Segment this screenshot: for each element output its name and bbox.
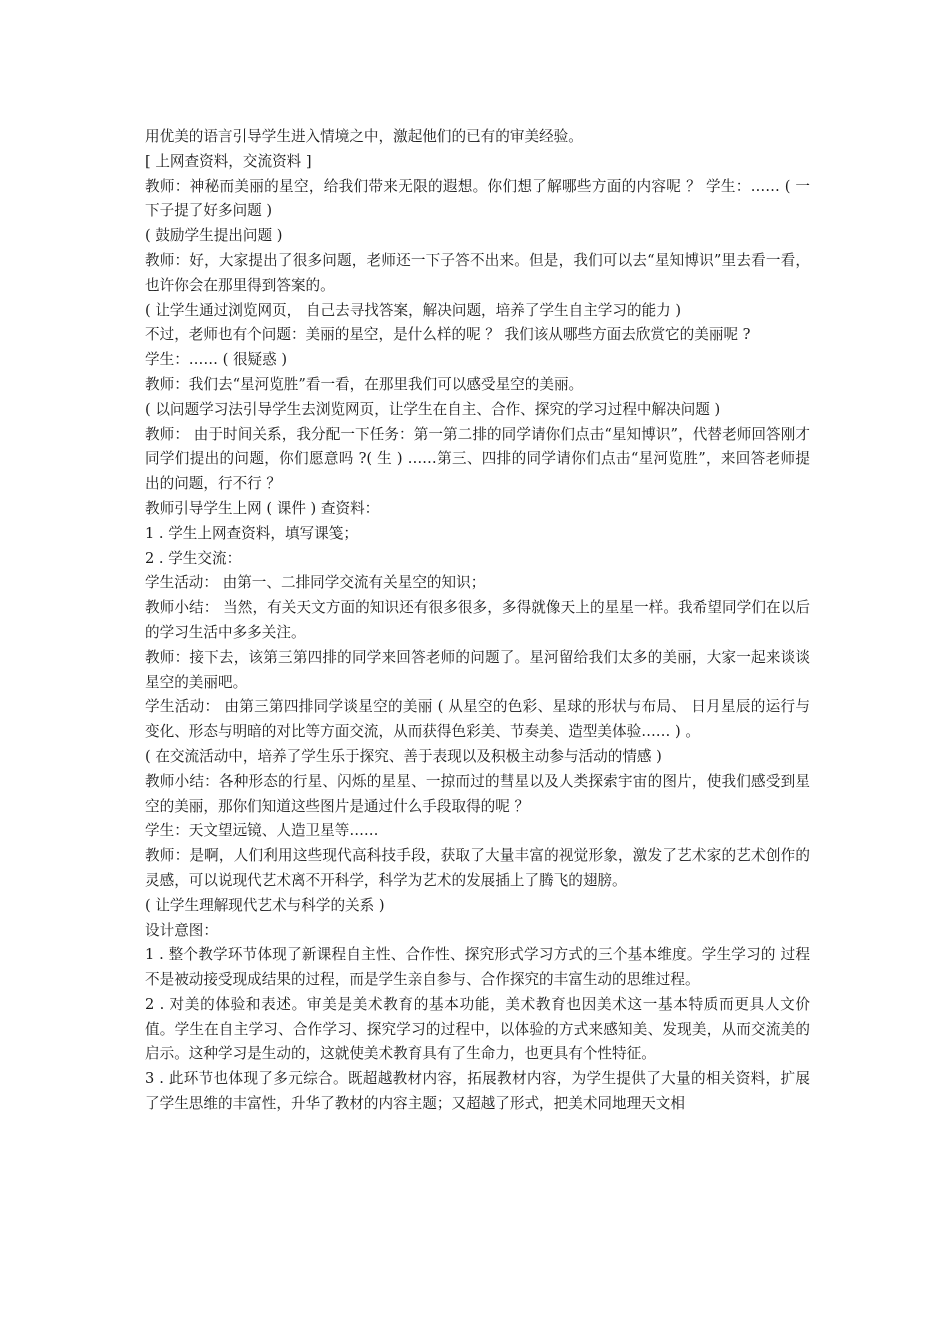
paragraph: 用优美的语言引导学生进入情境之中，激起他们的已有的审美经验。 [145, 128, 583, 145]
paragraph: 学生：…… ( 很疑惑 ) [145, 351, 288, 369]
paragraph: 1 . 学生上网查资料，填写课笺； [145, 524, 358, 542]
paragraph: 2 . 学生交流： [145, 549, 242, 567]
paragraph: 设计意图： [145, 921, 218, 939]
paragraph: 1 . 整个教学环节体现了新课程自主性、合作性、探究形式学习方式的三个基本维度。学生学习的 过程不是被动接受现成结果的过程，而是学生亲自参与、合作探究的丰富生动的思维过程。 [145, 946, 810, 989]
paragraph: 教师： 由于时间关系，我分配一下任务：第一第二排的同学请你们点击“星知博识”，代替老师回答刚才同学们提出的问题，你们愿意吗 ?( 生 ) ……第三、四排的同学请你们点击“星河览胜”，来回答老师提出的问题，行不行 ？ [145, 425, 810, 493]
paragraph: 教师：接下去，该第三第四排的同学来回答老师的问题了。星河留给我们太多的美丽，大家一起来谈谈星空的美丽吧。 [145, 648, 810, 691]
paragraph: 教师引导学生上网 ( 课件 ) 查资料： [145, 499, 380, 517]
paragraph: [ 上网查资料，交流资料 ] [145, 152, 312, 170]
paragraph: 教师小结：各种形态的行星、闪烁的星星、一掠而过的彗星以及人类探索宇宙的图片，使我们感受到星空的美丽，那你们知道这些图片是通过什么手段取得的呢 ？ [145, 772, 810, 815]
paragraph: ( 以问题学习法引导学生去浏览网页，让学生在自主、合作、探究的学习过程中解决问题 ) [145, 400, 721, 418]
paragraph: 3 . 此环节也体现了多元综合。既超越教材内容，拓展教材内容，为学生提供了大量的相关资料，扩展了学生思维的丰富性，升华了教材的内容主题；又超越了形式，把美术同地理天文相 [145, 1070, 810, 1113]
document-body [145, 125, 810, 1117]
paragraph: 教师：我们去“星河览胜”看一看，在那里我们可以感受星空的美丽。 [145, 375, 584, 393]
paragraph: 学生活动： 由第一、二排同学交流有关星空的知识； [145, 574, 486, 592]
paragraph: 2 . 对美的体验和表述。审美是美术教育的基本功能，美术教育也因美术这一基本特质而更具人文价值。学生在自主学习、合作学习、探究学习的过程中，以体验的方式来感知美、发现美，从而交流美的启示。这种学习是生动的，这就使美术教育具有了生命力，也更具有个性特征。 [145, 995, 810, 1063]
paragraph: 学生：天文望远镜、人造卫星等…… [145, 822, 379, 840]
paragraph: 教师小结： 当然，有关天文方面的知识还有很多很多，多得就像天上的星星一样。我希望同学们在以后的学习生活中多多关注。 [145, 599, 810, 641]
paragraph: ( 让学生理解现代艺术与科学的关系 ) [145, 896, 385, 914]
paragraph: 教师：是啊，人们利用这些现代高科技手段，获取了大量丰富的视觉形象，激发了艺术家的艺术创作的灵感，可以说现代艺术离不开科学，科学为艺术的发展插上了腾飞的翅膀。 [145, 847, 810, 889]
paragraph: ( 在交流活动中，培养了学生乐于探究、善于表现以及积极主动参与活动的情感 ) [145, 747, 662, 765]
paragraph: ( 鼓励学生提出问题 ) [145, 227, 283, 245]
paragraph: 教师：神秘而美丽的星空，给我们带来无限的遐想。你们想了解哪些方面的内容呢 ？ 学生：…… ( 一下子提了好多问题 ) [145, 177, 810, 220]
paragraph: 教师：好，大家提出了很多问题，老师还一下子答不出来。但是，我们可以去“星知博识”里去看一看，也许你会在那里得到答案的。 [145, 251, 810, 294]
paragraph: 学生活动： 由第三第四排同学谈星空的美丽 ( 从星空的色彩、星球的形状与布局、 日月星辰的运行与变化、形态与明暗的对比等方面交流，从而获得色彩美、节奏美、造型美体验…… ) 。 [145, 698, 810, 741]
paragraph: 不过，老师也有个问题：美丽的星空，是什么样的呢 ？ 我们该从哪些方面去欣赏它的美丽呢 ? [145, 326, 751, 344]
paragraph: ( 让学生通过浏览网页， 自己去寻找答案，解决问题，培养了学生自主学习的能力 ) [145, 301, 682, 319]
